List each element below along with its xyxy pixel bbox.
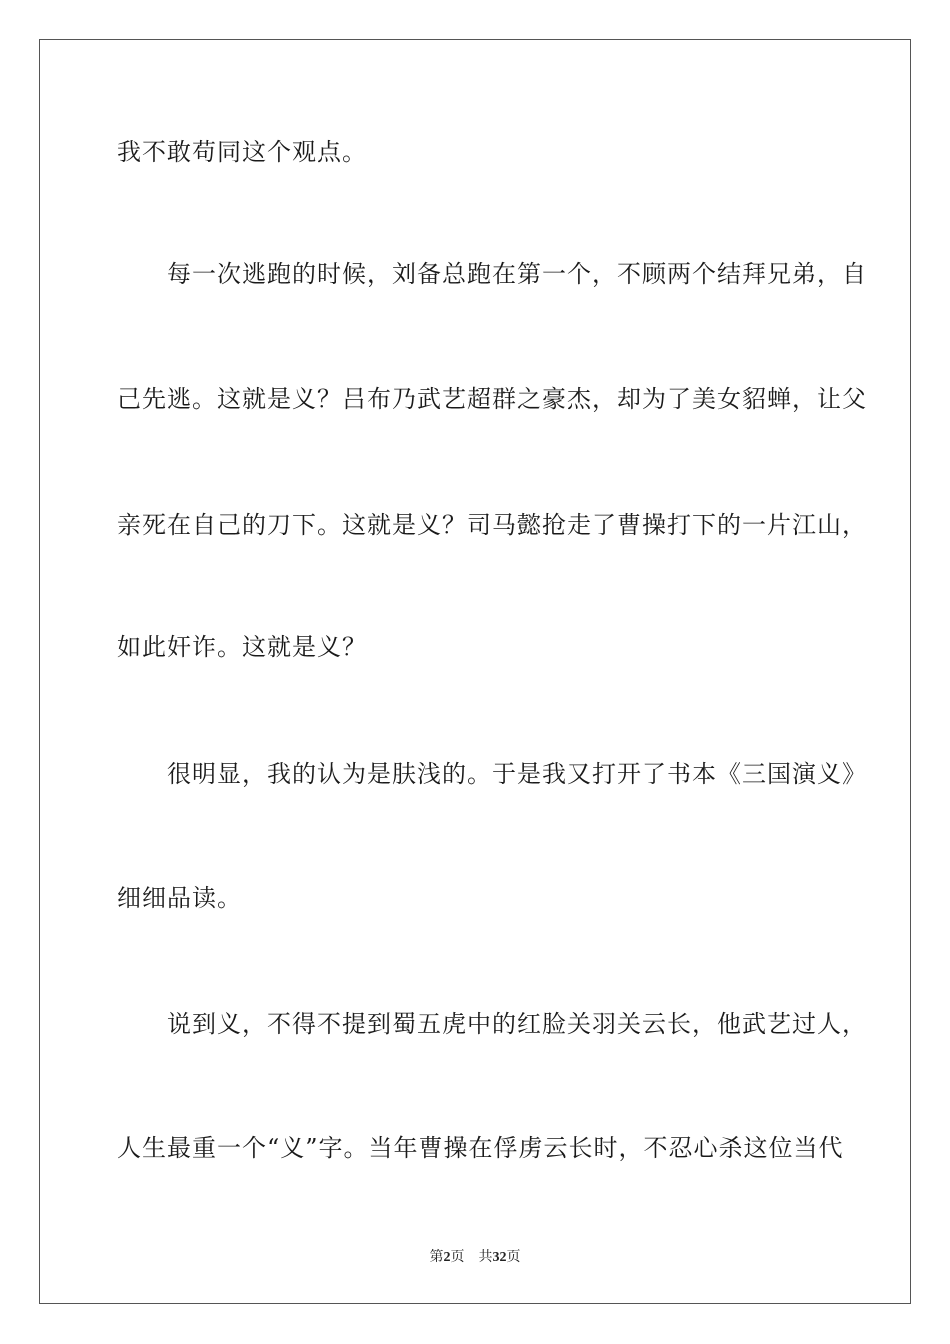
text-line: 我不敢苟同这个观点。 [117,138,367,166]
page-label-suffix: 页 [450,1249,465,1265]
text-line: 细细品读。 [117,884,242,912]
total-pages: 32 [492,1250,507,1265]
text-line: 每一次逃跑的时候，刘备总跑在第一个，不顾两个结拜兄弟，自 [117,260,867,288]
text-line: 说到义，不得不提到蜀五虎中的红脸关羽关云长，他武艺过人， [117,1010,867,1038]
text-line: 己先逃。这就是义？吕布乃武艺超群之豪杰，却为了美女貂蝉，让父 [117,385,867,413]
page-border [39,39,911,1304]
text-line: 很明显，我的认为是肤浅的。于是我又打开了书本《三国演义》 [117,760,867,788]
page-label-prefix: 第 [429,1249,444,1265]
page-number: 2 [443,1250,451,1265]
text-line: 如此奸诈。这就是义？ [117,633,367,661]
total-label-prefix: 共 [478,1249,493,1265]
text-line: 人生最重一个“义”字。当年曹操在俘虏云长时，不忍心杀这位当代 [117,1134,844,1162]
total-label-suffix: 页 [506,1249,521,1265]
text-line: 亲死在自己的刀下。这就是义？司马懿抢走了曹操打下的一片江山， [117,511,867,539]
page-footer [0,1248,950,1267]
